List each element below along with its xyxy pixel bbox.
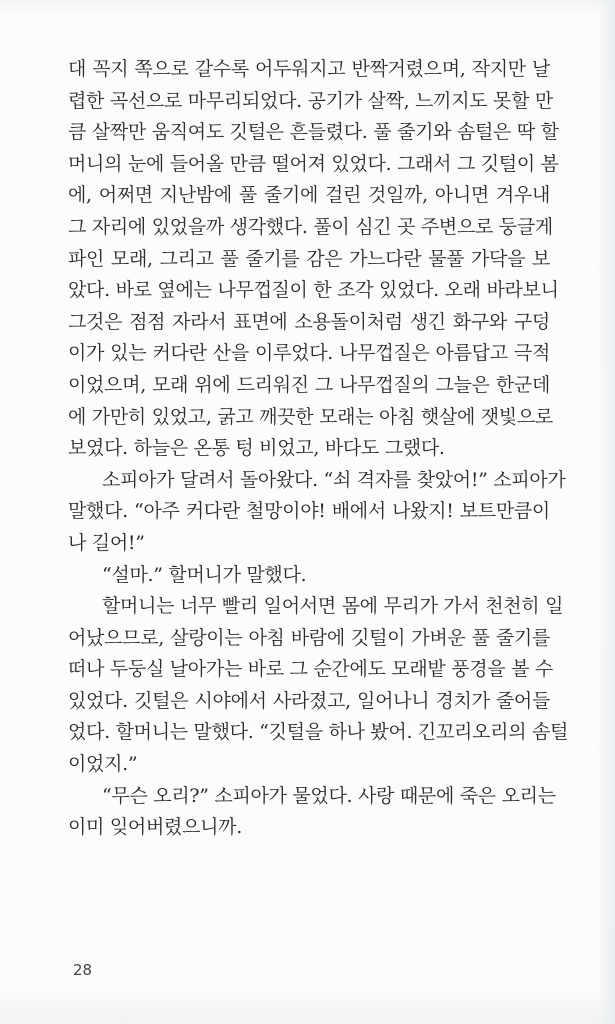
text-line: 렵한 곡선으로 마무리되었다. 공기가 살짝, 느끼지도 못할 만 — [68, 89, 553, 112]
text-line: 에 가만히 있었고, 굵고 깨끗한 모래는 아침 햇살에 잿빛으로 — [68, 405, 553, 428]
text-line: 큼 살짝만 움직여도 깃털은 흔들렸다. 풀 줄기와 솜털은 딱 할 — [68, 121, 559, 144]
page-number: 28 — [73, 961, 93, 979]
text-line: 말했다. “아주 커다란 철망이야! 배에서 나왔지! 보트만큼이 — [68, 500, 550, 523]
paragraph-end-line: 이미 잊어버렸으니까. — [68, 816, 242, 839]
text-line: 머니의 눈에 들어올 만큼 떨어져 있었다. 그래서 그 깃털이 봄 — [68, 152, 559, 175]
text-line: 대 꼭지 쪽으로 갈수록 어두워지고 반짝거렸으며, 작지만 날 — [68, 58, 550, 80]
paragraph-start-line: “설마.” 할머니가 말했다. — [102, 563, 307, 586]
text-line: 파인 모래, 그리고 풀 줄기를 감은 가느다란 물풀 가닥을 보 — [68, 247, 550, 270]
paragraph-end-line: 나 길어!” — [68, 531, 145, 554]
text-line: 떠나 두둥실 날아가는 바로 그 순간에도 모래밭 풍경을 볼 수 — [68, 658, 553, 681]
text-line: 있었다. 깃털은 시야에서 사라졌고, 일어나니 경치가 줄어들 — [68, 689, 550, 712]
paragraph-end-line: 보였다. 하늘은 온통 텅 비었고, 바다도 그랬다. — [68, 437, 445, 460]
text-line: 이가 있는 커다란 산을 이루었다. 나무껍질은 아름답고 극적 — [68, 342, 550, 365]
text-line: 았다. 바로 옆에는 나무껍질이 한 조각 있었다. 오래 바라보니 — [68, 279, 559, 302]
paragraph-start-line: 소피아가 달려서 돌아왔다. “쇠 격자를 찾았어!” 소피아가 — [102, 468, 566, 491]
text-line: 그 자리에 있었을까 생각했다. 풀이 심긴 곳 주변으로 둥글게 — [68, 215, 553, 238]
paragraph-start-line: 할머니는 너무 빨리 일어서면 몸에 무리가 가서 천천히 일 — [102, 595, 564, 618]
text-line: 이었으며, 모래 위에 드리워진 그 나무껍질의 그늘은 한군데 — [68, 373, 550, 396]
paragraph-end-line: 이었지.” — [68, 753, 138, 776]
text-line: 었다. 할머니는 말했다. “깃털을 하나 봤어. 긴꼬리오리의 솜털 — [68, 721, 569, 744]
paragraph-start-line: “무슨 오리?” 소피아가 물었다. 사랑 때문에 죽은 오리는 — [102, 784, 556, 807]
text-line: 에, 어쩌면 지난밤에 풀 줄기에 걸린 것일까, 아니면 겨우내 — [68, 184, 550, 207]
text-line: 그것은 점점 자라서 표면에 소용돌이처럼 생긴 화구와 구덩 — [68, 310, 550, 333]
body-text — [68, 54, 569, 844]
text-line: 어났으므로, 살랑이는 아침 바람에 깃털이 가벼운 풀 줄기를 — [68, 626, 550, 649]
